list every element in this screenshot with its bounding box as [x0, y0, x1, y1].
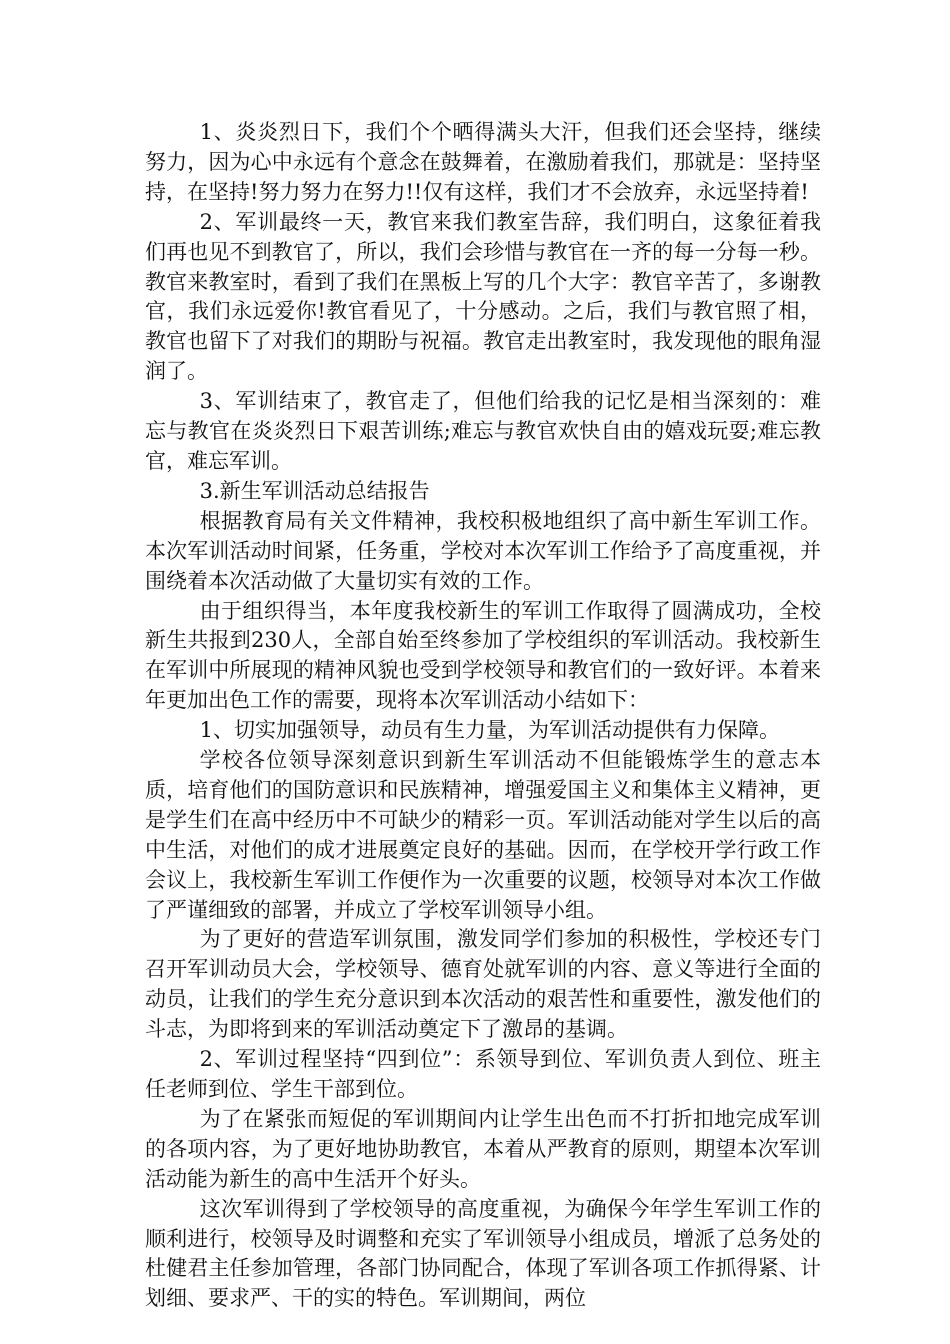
paragraph-3: 3、军训结束了，教官走了，但他们给我的记忆是相当深刻的：难忘与教官在炎炎烈日下艰苦训练;难忘与教官欢快自由的嬉戏玩耍;难忘教官，难忘军训。	[145, 389, 821, 473]
paragraph-9: 2、军训过程坚持“四到位”：系领导到位、军训负责人到位、班主任老师到位、学生干部到位。	[145, 1047, 821, 1101]
paragraph-10: 为了在紧张而短促的军训期间内让学生出色而不打折扣地完成军训的各项内容，为了更好地协助教官，本着从严教育的原则，期望本次军训活动能为新生的高中生活开个好头。	[145, 1106, 821, 1191]
section-heading: 3.新生军训活动总结报告	[199, 478, 430, 503]
paragraph-8: 为了更好的营造军训氛围，激发同学们参加的积极性，学校还专门召开军训动员大会，学校领导、德育处就军训的内容、意义等进行全面的动员，让我们的学生充分意识到本次活动的艰苦性和重要性，激发他们的斗志，为即将到来的军训活动奠定下了激昂的基调。	[145, 927, 821, 1042]
paragraph-6: 1、切实加强领导，动员有生力量，为军训活动提供有力保障。	[199, 718, 780, 743]
paragraph-1: 1、炎炎烈日下，我们个个晒得满头大汗，但我们还会坚持，继续努力，因为心中永远有个意念在鼓舞着，在激励着我们，那就是：坚持坚持，在坚持!努力努力在努力!!仅有这样，我们才不会放弃，永远坚持着!	[145, 120, 821, 204]
paragraph-7: 学校各位领导深刻意识到新生军训活动不但能锻炼学生的意志本质，培育他们的国防意识和民族精神，增强爱国主义和集体主义精神，更是学生们在高中经历中不可缺少的精彩一页。军训活动能对学生以后的高中生活，对他们的成才进展奠定良好的基础。因而，在学校开学行政工作会议上，我校新生军训工作便作为一次重要的议题，校领导对本次工作做了严谨细致的部署，并成立了学校军训领导小组。	[145, 748, 821, 922]
paragraph-2: 2、军训最终一天，教官来我们教室告辞，我们明白，这象征着我们再也见不到教官了，所以，我们会珍惜与教官在一齐的每一分每一秒。教官来教室时，看到了我们在黑板上写的几个大字：教官辛苦了，多谢教官，我们永远爱你!教官看见了，十分感动。之后，我们与教官照了相，教官也留下了对我们的期盼与祝福。教官走出教室时，我发现他的眼角湿润了。	[145, 209, 821, 384]
paragraph-4: 根据教育局有关文件精神，我校积极地组织了高中新生军训工作。本次军训活动时间紧，任务重，学校对本次军训工作给予了高度重视，并围绕着本次活动做了大量切实有效的工作。	[145, 508, 821, 593]
paragraph-11: 这次军训得到了学校领导的高度重视，为确保今年学生军训工作的顺利进行，校领导及时调整和充实了军训领导小组成员，增派了总务处的杜健君主任参加管理，各部门协同配合，体现了军训各项工作抓得紧、计划细、要求严、干的实的特色。军训期间，两位	[145, 1196, 821, 1311]
document-body	[145, 118, 821, 1314]
paragraph-5: 由于组织得当，本年度我校新生的军训工作取得了圆满成功，全校新生共报到230人，全部自始至终参加了学校组织的军训活动。我校新生在军训中所展现的精神风貌也受到学校领导和教官们的一致好评。本着来年更加出色工作的需要，现将本次军训活动小结如下：	[145, 598, 821, 713]
